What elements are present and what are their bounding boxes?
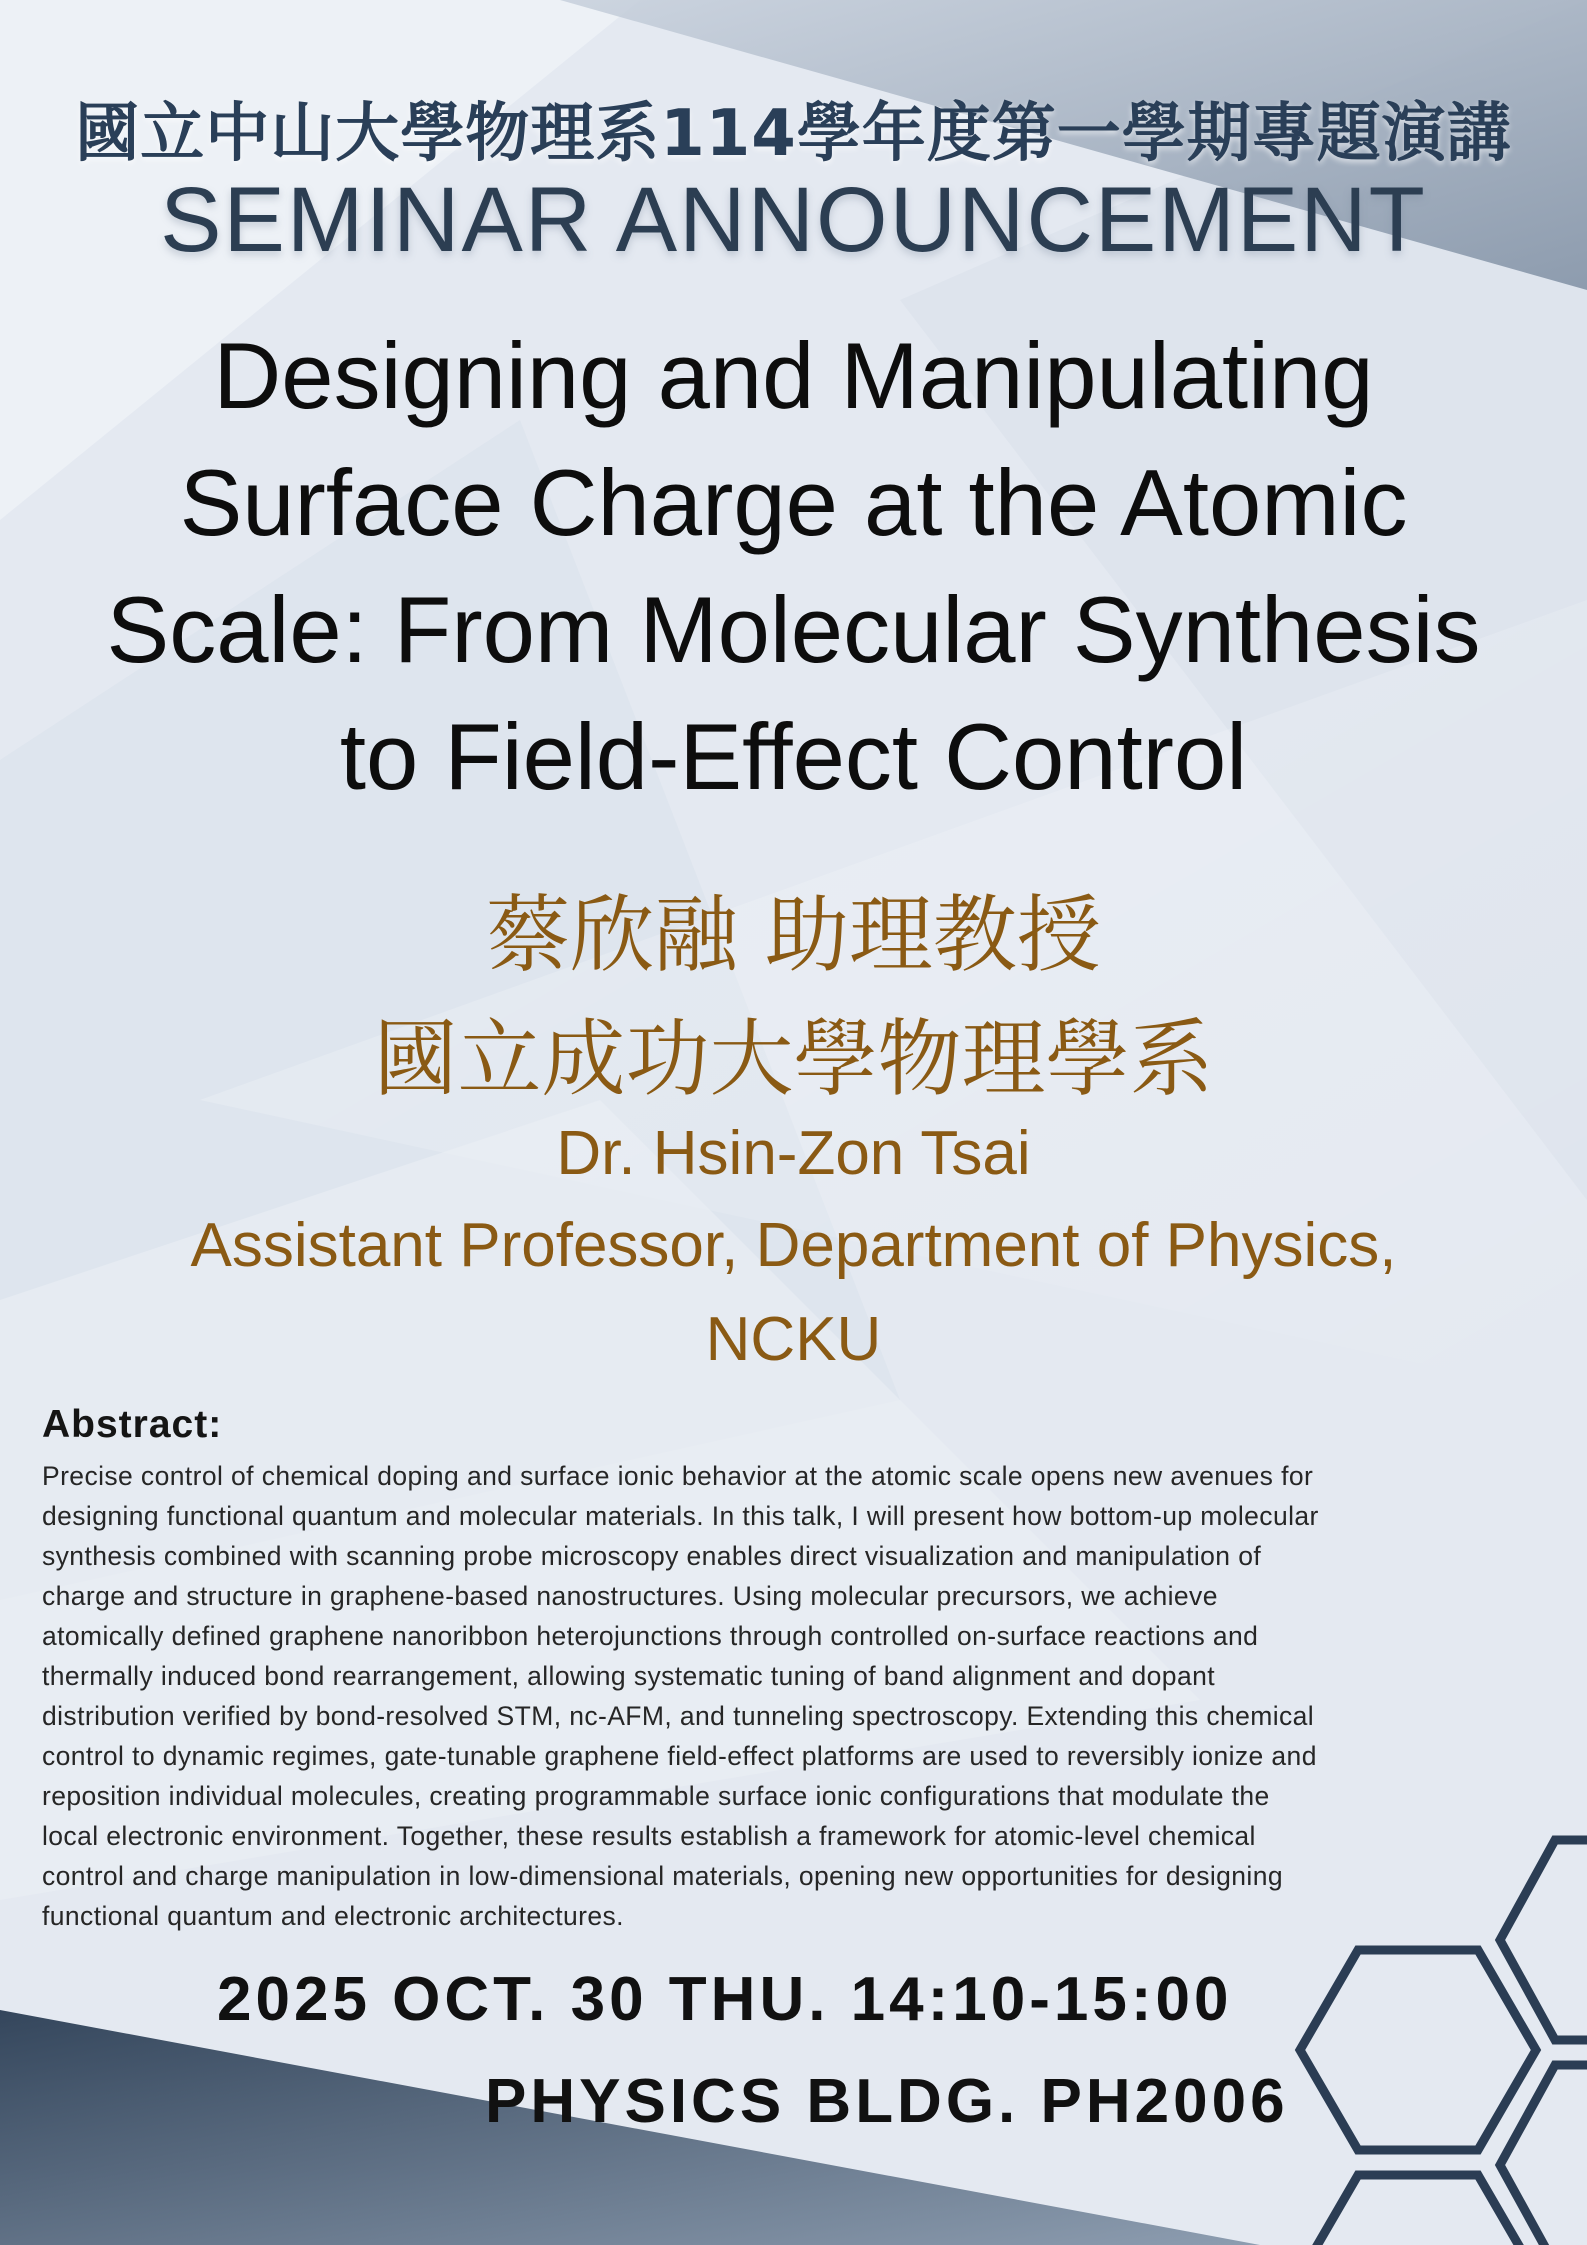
abstract-line: local electronic environment. Together, these results establish a framework for atomic-level chemical bbox=[42, 1821, 1256, 1851]
abstract-line: control and charge manipulation in low-dimensional materials, opening new opportunities for designing bbox=[42, 1861, 1283, 1891]
event-datetime: 2025 OCT. 30 THU. 14:10-15:00 bbox=[217, 1965, 1233, 2034]
speaker-affiliation-chinese: 國立成功大學物理學系 bbox=[373, 1010, 1214, 1108]
speaker-name-english: Dr. Hsin-Zon Tsai bbox=[556, 1119, 1031, 1188]
speaker-affiliation-english: Assistant Professor, Department of Physics, bbox=[190, 1211, 1397, 1280]
talk-title-line: Scale: From Molecular Synthesis bbox=[106, 577, 1481, 682]
abstract-heading: Abstract: bbox=[42, 1403, 223, 1446]
talk-title-line: Designing and Manipulating bbox=[213, 323, 1374, 428]
speaker-name-chinese: 蔡欣融 助理教授 bbox=[486, 886, 1101, 984]
talk-title bbox=[0, 312, 1587, 820]
talk-title-line: to Field-Effect Control bbox=[339, 704, 1248, 809]
abstract-line: charge and structure in graphene-based nanostructures. Using molecular precursors, we achieve bbox=[42, 1581, 1218, 1611]
abstract-line: control to dynamic regimes, gate-tunable graphene field-effect platforms are used to reversibly ionize and bbox=[42, 1741, 1317, 1771]
speaker-affiliation-english-institution: NCKU bbox=[705, 1305, 882, 1374]
department-header-chinese: 國立中山大學物理系114學年度第一學期專題演講 bbox=[75, 97, 1512, 171]
abstract-line: reposition individual molecules, creating programmable surface ionic configurations that modulate the bbox=[42, 1781, 1270, 1811]
abstract-line: distribution verified by bond-resolved STM, nc-AFM, and tunneling spectroscopy. Extending this chemical bbox=[42, 1701, 1315, 1731]
abstract-line: functional quantum and electronic architectures. bbox=[42, 1901, 624, 1931]
seminar-announcement-heading: SEMINAR ANNOUNCEMENT bbox=[160, 169, 1427, 271]
abstract-line: synthesis combined with scanning probe microscopy enables direct visualization and manipulation of bbox=[42, 1541, 1262, 1571]
abstract-line: atomically defined graphene nanoribbon heterojunctions through controlled on-surface reactions and bbox=[42, 1621, 1259, 1651]
event-venue: PHYSICS BLDG. PH2006 bbox=[485, 2067, 1289, 2136]
abstract-line: thermally induced bond rearrangement, allowing systematic tuning of band alignment and dopant bbox=[42, 1661, 1215, 1691]
abstract-line: designing functional quantum and molecular materials. In this talk, I will present how bottom-up molecular bbox=[42, 1501, 1319, 1531]
talk-title-line: Surface Charge at the Atomic bbox=[179, 450, 1408, 555]
abstract-line: Precise control of chemical doping and surface ionic behavior at the atomic scale opens new avenues for bbox=[42, 1461, 1314, 1491]
abstract-text bbox=[42, 1456, 1542, 1936]
